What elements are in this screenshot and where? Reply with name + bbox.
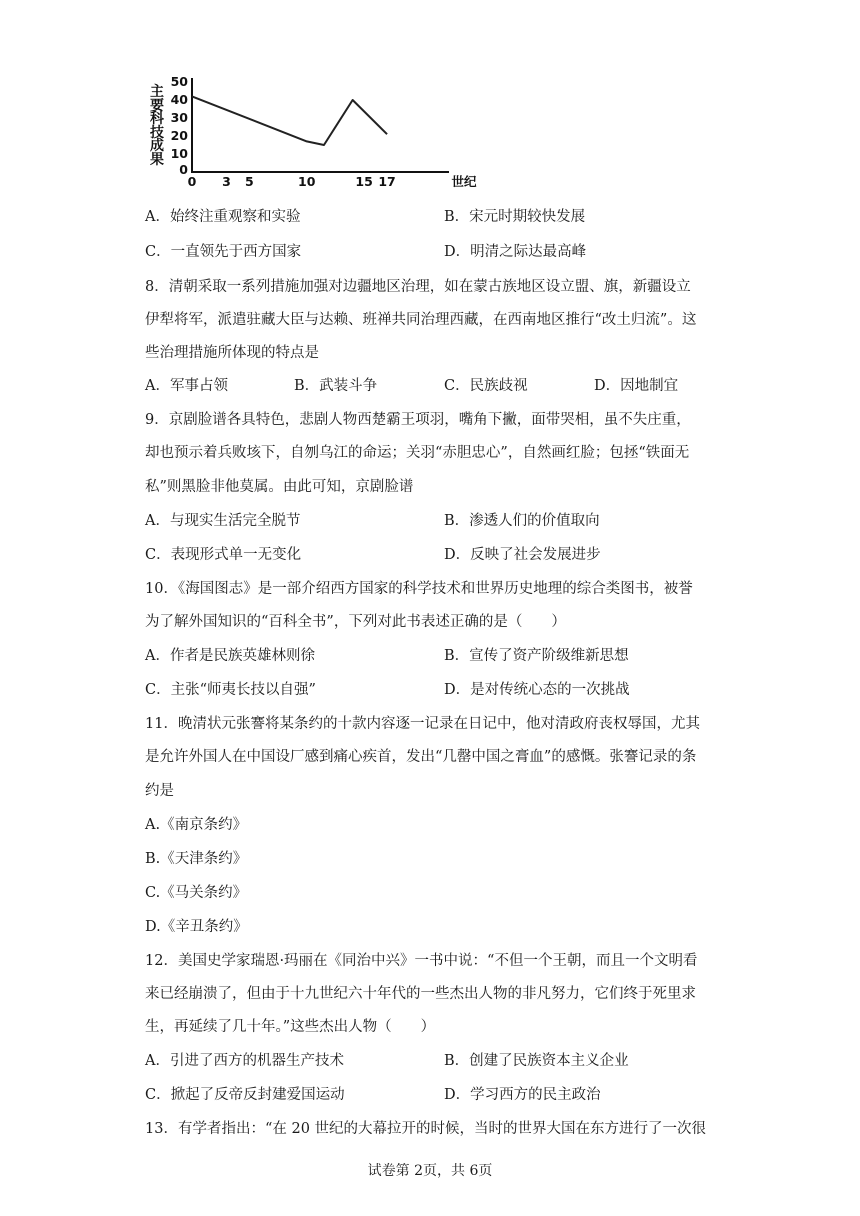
q9-option-c: C．表现形式单一无变化	[145, 547, 302, 563]
q12-stem-line-1: 12．美国史学家瑞恩·玛丽在《同治中兴》一书中说：“不但一个王朝，而且一个文明看	[145, 953, 698, 969]
q11-stem-line-2: 是允许外国人在中国设厂感到痛心疾首，发出“几罄中国之膏血”的感慨。张謇记录的条	[145, 749, 697, 765]
x-tick-label: 15	[355, 174, 373, 189]
q8-stem-line-3: 些治理措施所体现的特点是	[145, 345, 319, 361]
q8-option-c: C．民族歧视	[444, 378, 528, 394]
x-tick-label: 0	[187, 174, 197, 189]
page-footer: 试卷第 2页，共 6页	[367, 1163, 493, 1179]
y-tick-label: 0	[179, 162, 188, 177]
q10-option-d: D．是对传统心态的一次挑战	[444, 682, 630, 698]
x-tick-label: 3	[222, 174, 231, 189]
q12-stem-line-3: 生，再延续了几十年。”这些杰出人物（ ）	[145, 1019, 436, 1035]
q11-option-a: A.《南京条约》	[145, 817, 248, 833]
q12-option-c: C．掀起了反帝反封建爱国运动	[145, 1087, 345, 1103]
q9-option-b: B．渗透人们的价值取向	[444, 513, 600, 529]
x-tick-label: 10	[298, 174, 316, 189]
y-tick-label: 20	[170, 128, 188, 143]
y-tick-label: 40	[170, 92, 188, 107]
q12-option-b: B．创建了民族资本主义企业	[444, 1053, 629, 1069]
q8-option-d: D．因地制宜	[594, 378, 679, 394]
q9-stem-line-1: 9．京剧脸谱各具特色，悲剧人物西楚霸王项羽，嘴角下撇，面带哭相，虽不失庄重，	[145, 412, 691, 428]
q10-option-c: C．主张“师夷长技以自强”	[145, 682, 316, 698]
x-tick-label: 17	[378, 174, 396, 189]
x-axis-label: 世纪	[451, 174, 477, 189]
q11-option-d: D.《辛丑条约》	[145, 919, 248, 935]
chart-y-axis-label: 主 要 科 技 成 果	[150, 84, 164, 168]
y-tick-label: 50	[170, 74, 188, 89]
y-tick-label: 30	[170, 110, 188, 125]
q12-stem-line-2: 来已经崩溃了，但由于十九世纪六十年代的一些杰出人物的非凡努力，它们终于死里求	[145, 986, 696, 1002]
q7-option-d: D．明清之际达最高峰	[444, 244, 587, 260]
q8-option-b: B．武装斗争	[294, 378, 378, 394]
q9-option-a: A．与现实生活完全脱节	[145, 513, 301, 529]
q7-option-c: C．一直领先于西方国家	[145, 244, 302, 260]
q11-option-b: B.《天津条约》	[145, 851, 248, 867]
q11-option-c: C.《马关条约》	[145, 885, 248, 901]
q11-stem-line-1: 11．晚清状元张謇将某条约的十款内容逐一记录在日记中，他对清政府丧权辱国，尤其	[145, 716, 700, 732]
q10-stem-line-2: 为了解外国知识的“百科全书”，下列对此书表述正确的是（ ）	[145, 614, 566, 630]
q9-stem-line-3: 私”则黑脸非他莫属。由此可知，京剧脸谱	[145, 479, 414, 495]
q8-stem-line-1: 8．清朝采取一系列措施加强对边疆地区治理，如在蒙古族地区设立盟、旗，新疆设立	[145, 279, 691, 295]
x-tick-label: 5	[245, 174, 254, 189]
series-line	[192, 96, 387, 145]
y-tick-label: 10	[170, 146, 188, 161]
q10-option-a: A．作者是民族英雄林则徐	[145, 648, 315, 664]
q9-stem-line-2: 却也预示着兵败垓下，自刎乌江的命运；关羽“赤胆忠心”，自然画红脸；包拯“铁面无	[145, 445, 690, 461]
q9-option-d: D．反映了社会发展进步	[444, 547, 601, 563]
q7-option-b: B．宋元时期较快发展	[444, 209, 586, 225]
q10-option-b: B．宣传了资产阶级维新思想	[444, 648, 629, 664]
q10-stem-line-1: 10．《海国图志》是一部介绍西方国家的科学技术和世界历史地理的综合类图书，被誉	[145, 581, 693, 597]
q12-option-a: A．引进了西方的机器生产技术	[145, 1053, 344, 1069]
q11-stem-line-3: 约是	[145, 783, 174, 799]
q8-stem-line-2: 伊犁将军，派遣驻藏大臣与达赖、班禅共同治理西藏，在西南地区推行“改土归流”。这	[145, 312, 697, 328]
q13-stem-line-1: 13．有学者指出：“在 20 世纪的大幕拉开的时候，当时的世界大国在东方进行了一次很	[145, 1121, 707, 1137]
q8-option-a: A．军事占领	[145, 378, 228, 394]
q12-option-d: D．学习西方的民主政治	[444, 1087, 601, 1103]
science-achievements-line-chart	[164, 70, 494, 194]
q7-option-a: A．始终注重观察和实验	[145, 209, 301, 225]
